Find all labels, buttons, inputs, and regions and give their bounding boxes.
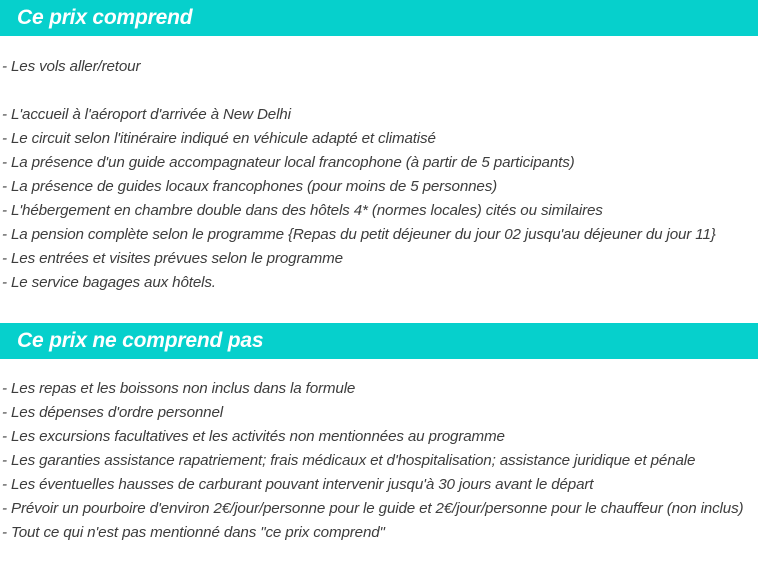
list-item: - Les garanties assistance rapatriement; frais médicaux et d'hospitalisation; assistance juridique et pénale — [2, 452, 696, 469]
section-price-excluded — [0, 323, 758, 545]
list-item: - La présence d'un guide accompagnateur local francophone (à partir de 5 participants) — [2, 154, 575, 171]
section-included-list — [0, 36, 758, 295]
list-item: - Le service bagages aux hôtels. — [2, 274, 216, 291]
list-item: - La présence de guides locaux francophones (pour moins de 5 personnes) — [2, 178, 498, 195]
list-item: - Les repas et les boissons non inclus dans la formule — [2, 380, 356, 397]
section-excluded-title: Ce prix ne comprend pas — [0, 323, 758, 359]
list-item: - Tout ce qui n'est pas mentionné dans "ce prix comprend" — [2, 524, 385, 541]
list-item: - Les vols aller/retour — [2, 58, 141, 75]
list-item: - Les entrées et visites prévues selon le programme — [2, 250, 343, 267]
list-item: - Le circuit selon l'itinéraire indiqué en véhicule adapté et climatisé — [2, 130, 436, 147]
section-included-title: Ce prix comprend — [0, 0, 758, 36]
list-item: - Prévoir un pourboire d'environ 2€/jour/personne pour le guide et 2€/jour/personne pour le chauffeur (non inclus) — [2, 500, 744, 517]
list-item: - Les excursions facultatives et les activités non mentionnées au programme — [2, 428, 505, 445]
list-item: - Les dépenses d'ordre personnel — [2, 404, 223, 421]
list-item: - L'hébergement en chambre double dans des hôtels 4* (normes locales) cités ou similaires — [2, 202, 603, 219]
list-item: - Les éventuelles hausses de carburant pouvant intervenir jusqu'à 30 jours avant le départ — [2, 476, 594, 493]
section-excluded-list — [0, 359, 758, 545]
list-item: - La pension complète selon le programme {Repas du petit déjeuner du jour 02 jusqu'au déjeuner du jour 11} — [2, 226, 716, 243]
list-item: - L'accueil à l'aéroport d'arrivée à New Delhi — [2, 106, 291, 123]
